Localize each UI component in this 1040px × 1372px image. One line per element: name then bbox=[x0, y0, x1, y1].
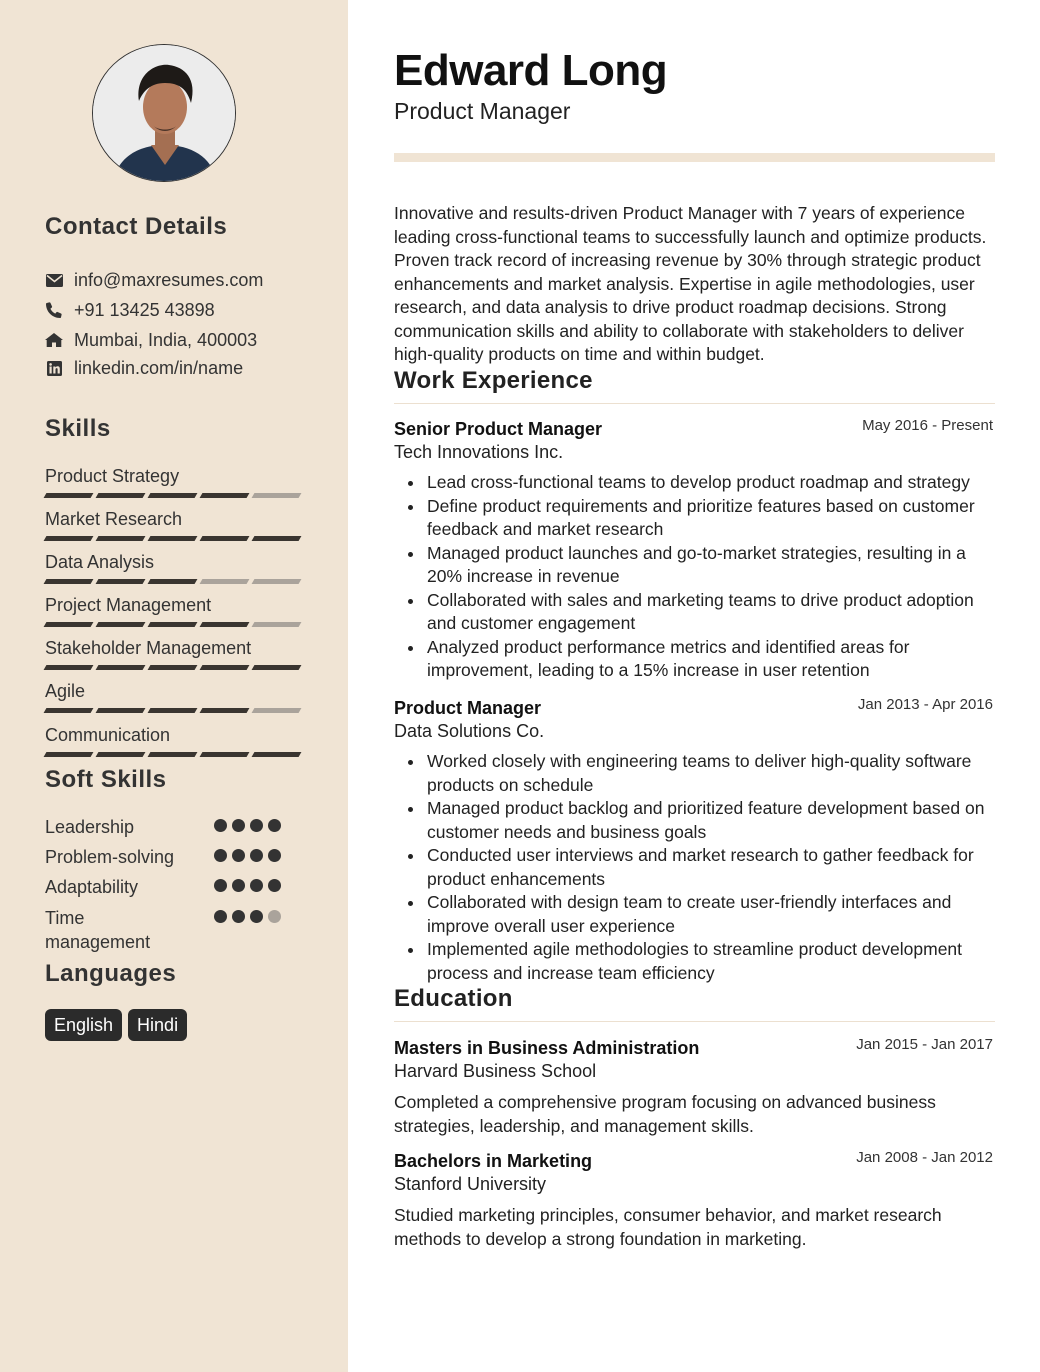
skill-level-segment bbox=[252, 752, 302, 757]
rating-dot bbox=[232, 849, 245, 862]
skill-item bbox=[45, 680, 305, 713]
rating-dot bbox=[214, 910, 227, 923]
soft-skill-rating bbox=[214, 879, 281, 892]
languages-heading: Languages bbox=[45, 960, 177, 987]
skill-label: Project Management bbox=[45, 595, 212, 615]
skill-level-bar bbox=[45, 752, 305, 757]
job-bullet: Implemented agile methodologies to streamline product development process and increase team efficiency bbox=[394, 938, 995, 985]
job-bullet: Collaborated with design team to create user-friendly interfaces and improve overall user experience bbox=[394, 891, 995, 938]
language-badge: English bbox=[45, 1009, 122, 1041]
home-icon bbox=[45, 331, 63, 349]
school-name: Stanford University bbox=[394, 1174, 547, 1194]
contact-heading: Contact Details bbox=[45, 213, 228, 240]
skill-label: Data Analysis bbox=[45, 552, 155, 572]
skill-level-segment bbox=[200, 752, 250, 757]
degree-title: Masters in Business Administration bbox=[394, 1038, 700, 1058]
skill-level-segment bbox=[148, 622, 198, 627]
contact-linkedin bbox=[45, 357, 243, 379]
contact-linkedin-text: linkedin.com/in/name bbox=[74, 357, 244, 378]
contact-email bbox=[45, 269, 263, 291]
job-date: May 2016 - Present bbox=[862, 417, 993, 434]
section-divider bbox=[394, 1021, 995, 1022]
rating-dot bbox=[232, 819, 245, 832]
skill-level-segment bbox=[96, 536, 146, 541]
skill-label: Stakeholder Management bbox=[45, 638, 252, 658]
rating-dot bbox=[250, 879, 263, 892]
skill-label: Communication bbox=[45, 725, 171, 745]
skill-level-segment bbox=[96, 579, 146, 584]
candidate-title: Product Manager bbox=[394, 98, 571, 124]
skill-label: Product Strategy bbox=[45, 466, 180, 486]
skill-level-segment bbox=[44, 536, 94, 541]
skill-level-segment bbox=[252, 536, 302, 541]
skill-level-segment bbox=[148, 536, 198, 541]
rating-dot bbox=[232, 910, 245, 923]
skill-level-bar bbox=[45, 493, 305, 498]
skill-level-segment bbox=[200, 708, 250, 713]
contact-address-text: Mumbai, India, 400003 bbox=[74, 329, 258, 350]
soft-skill-label: Time management bbox=[45, 908, 151, 952]
degree-description: Completed a comprehensive program focusing on advanced business strategies, leadership, and management skills. bbox=[394, 1092, 936, 1136]
skill-level-segment bbox=[44, 665, 94, 670]
sidebar bbox=[0, 0, 348, 1372]
job-date: Jan 2013 - Apr 2016 bbox=[857, 696, 993, 713]
job-bullet: Define product requirements and prioritize features based on customer feedback and market research bbox=[394, 495, 995, 542]
job-bullets bbox=[394, 750, 995, 985]
language-badge: Hindi bbox=[128, 1009, 187, 1041]
skill-item bbox=[45, 551, 305, 584]
skill-level-segment bbox=[148, 665, 198, 670]
profile-photo bbox=[92, 44, 236, 182]
candidate-name: Edward Long bbox=[394, 46, 668, 95]
soft-skill-item bbox=[45, 875, 305, 899]
skill-label: Agile bbox=[45, 681, 86, 701]
header-divider bbox=[394, 153, 995, 162]
skill-level-segment bbox=[148, 708, 198, 713]
rating-dot bbox=[214, 819, 227, 832]
skill-item bbox=[45, 724, 305, 757]
skill-item bbox=[45, 465, 305, 498]
skill-level-segment bbox=[252, 493, 302, 498]
job-bullet: Managed product launches and go-to-market strategies, resulting in a 20% increase in revenue bbox=[394, 542, 995, 589]
profile-summary: Innovative and results-driven Product Manager with 7 years of experience leading cross-functional teams to successfully launch and optimize products. Proven track record of increasing revenue by 30% through strategic product enhancements and market analysis. Expertise in agile methodologies, user research, and data analysis to drive product roadmap decisions. Strong communication skills and ability to collaborate with stakeholders to deliver high-quality products on time and within budget. bbox=[394, 203, 987, 364]
skill-item bbox=[45, 508, 305, 541]
job-bullet: Analyzed product performance metrics and identified areas for improvement, leading to a 15% increase in user retention bbox=[394, 636, 995, 683]
job-title: Senior Product Manager bbox=[394, 419, 603, 439]
job-bullets bbox=[394, 471, 995, 683]
job-title: Product Manager bbox=[394, 698, 542, 718]
skills-heading: Skills bbox=[45, 415, 111, 442]
job-bullet: Lead cross-functional teams to develop product roadmap and strategy bbox=[394, 471, 995, 495]
soft-skill-label: Problem-solving bbox=[45, 847, 175, 867]
rating-dot bbox=[250, 849, 263, 862]
skill-level-segment bbox=[200, 665, 250, 670]
phone-icon bbox=[45, 301, 63, 319]
degree-title: Bachelors in Marketing bbox=[394, 1151, 593, 1171]
linkedin-icon bbox=[45, 359, 63, 377]
main-content bbox=[394, 0, 995, 1372]
skill-level-segment bbox=[96, 622, 146, 627]
skill-level-segment bbox=[252, 708, 302, 713]
skill-level-segment bbox=[252, 579, 302, 584]
skill-level-segment bbox=[200, 493, 250, 498]
job-company: Tech Innovations Inc. bbox=[394, 442, 564, 462]
degree-date: Jan 2015 - Jan 2017 bbox=[856, 1036, 993, 1053]
skill-level-segment bbox=[44, 493, 94, 498]
job-bullet: Managed product backlog and prioritized feature development based on customer needs and business goals bbox=[394, 797, 995, 844]
rating-dot bbox=[214, 849, 227, 862]
soft-skill-item bbox=[45, 815, 305, 839]
skill-item bbox=[45, 594, 305, 627]
rating-dot bbox=[268, 910, 281, 923]
rating-dot bbox=[250, 910, 263, 923]
skill-level-bar bbox=[45, 536, 305, 541]
skill-level-segment bbox=[96, 708, 146, 713]
degree-date: Jan 2008 - Jan 2012 bbox=[856, 1149, 993, 1166]
skill-level-segment bbox=[96, 493, 146, 498]
contact-phone-text: +91 13425 43898 bbox=[74, 299, 215, 320]
job-bullet: Collaborated with sales and marketing teams to drive product adoption and customer engagement bbox=[394, 589, 995, 636]
rating-dot bbox=[268, 879, 281, 892]
skill-level-segment bbox=[200, 579, 250, 584]
skill-level-segment bbox=[148, 493, 198, 498]
skill-level-segment bbox=[252, 622, 302, 627]
skill-level-bar bbox=[45, 622, 305, 627]
job-company: Data Solutions Co. bbox=[394, 721, 545, 741]
skill-level-segment bbox=[252, 665, 302, 670]
contact-address bbox=[45, 329, 257, 351]
skill-level-segment bbox=[200, 622, 250, 627]
soft-skill-label: Leadership bbox=[45, 817, 135, 837]
person-portrait-icon bbox=[93, 45, 236, 182]
skill-level-segment bbox=[148, 579, 198, 584]
section-divider bbox=[394, 403, 995, 404]
soft-skill-rating bbox=[214, 849, 281, 862]
skill-level-segment bbox=[44, 622, 94, 627]
work-experience-heading: Work Experience bbox=[394, 367, 593, 394]
skill-label: Market Research bbox=[45, 509, 183, 529]
rating-dot bbox=[268, 849, 281, 862]
skill-level-bar bbox=[45, 708, 305, 713]
languages-list bbox=[45, 1009, 187, 1041]
rating-dot bbox=[268, 819, 281, 832]
skill-level-segment bbox=[44, 579, 94, 584]
contact-phone bbox=[45, 299, 215, 321]
skill-level-segment bbox=[148, 752, 198, 757]
skill-level-segment bbox=[44, 708, 94, 713]
soft-skill-rating bbox=[214, 819, 281, 832]
job-bullet: Worked closely with engineering teams to deliver high-quality software products on schedule bbox=[394, 750, 995, 797]
soft-skill-item bbox=[45, 845, 305, 869]
school-name: Harvard Business School bbox=[394, 1061, 597, 1081]
skill-level-segment bbox=[96, 665, 146, 670]
skill-level-bar bbox=[45, 665, 305, 670]
envelope-icon bbox=[45, 271, 63, 289]
skill-item bbox=[45, 637, 305, 670]
skill-level-bar bbox=[45, 579, 305, 584]
degree-description: Studied marketing principles, consumer behavior, and market research methods to develop a strong foundation in marketing. bbox=[394, 1205, 942, 1249]
skill-level-segment bbox=[96, 752, 146, 757]
job-bullet: Conducted user interviews and market research to gather feedback for product enhancements bbox=[394, 844, 995, 891]
skill-level-segment bbox=[44, 752, 94, 757]
soft-skills-heading: Soft Skills bbox=[45, 766, 167, 793]
soft-skill-item bbox=[45, 906, 305, 954]
education-heading: Education bbox=[394, 985, 513, 1012]
rating-dot bbox=[232, 879, 245, 892]
rating-dot bbox=[250, 819, 263, 832]
soft-skill-label: Adaptability bbox=[45, 877, 139, 897]
rating-dot bbox=[214, 879, 227, 892]
soft-skill-rating bbox=[214, 910, 281, 923]
skill-level-segment bbox=[200, 536, 250, 541]
contact-email-text: info@maxresumes.com bbox=[74, 269, 264, 290]
